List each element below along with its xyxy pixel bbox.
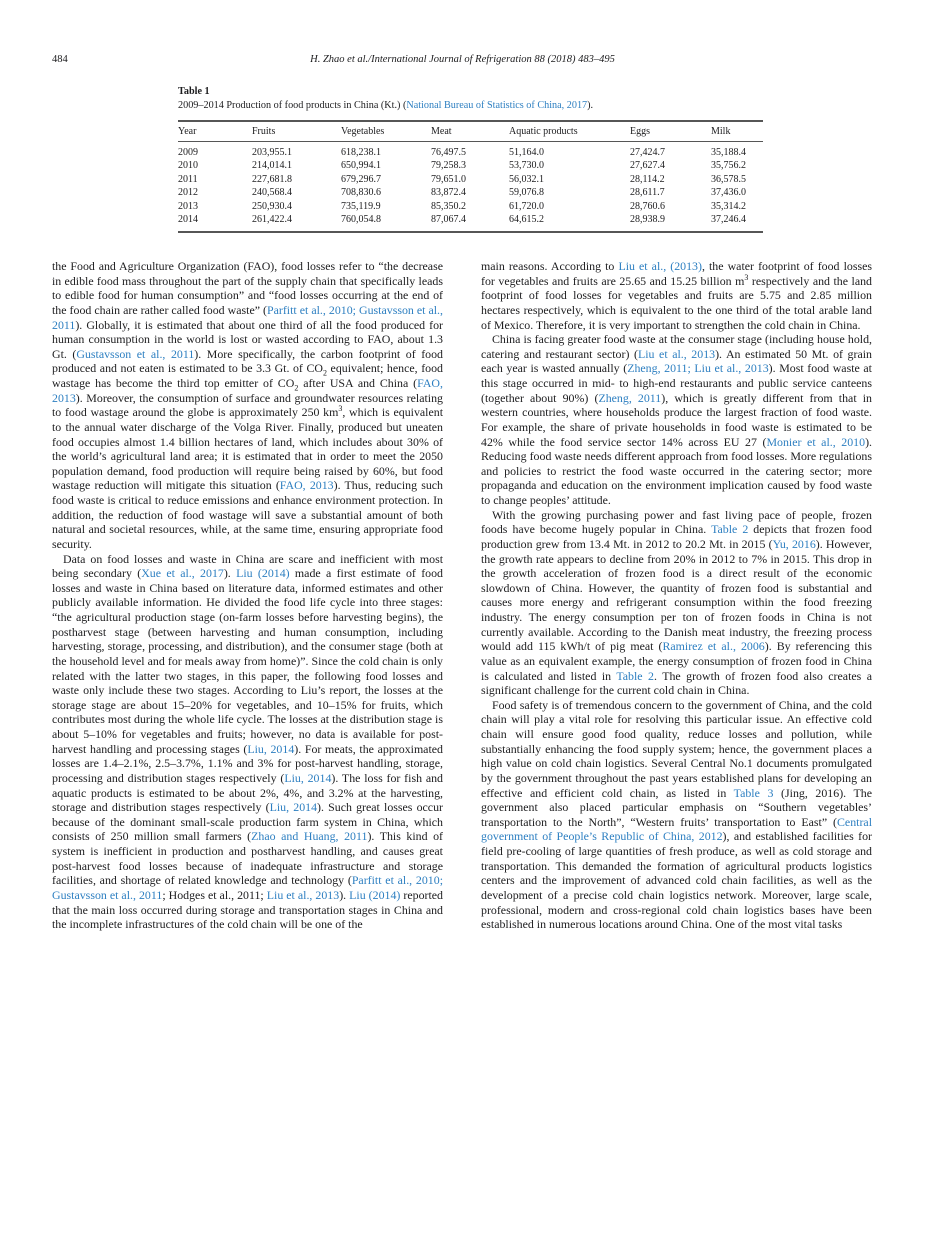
- citation-link[interactable]: Zhao and Huang, 2011: [251, 829, 368, 844]
- table1-header-row: [178, 121, 763, 142]
- text-run: 2009–2014 Production of food products in China (Kt.) (: [178, 100, 407, 111]
- table-cell: 618,238.1: [341, 147, 381, 158]
- column-header: Meat: [431, 121, 509, 142]
- column-header: Milk: [711, 121, 763, 142]
- text-run: , which is equivalent to the annual water discharge of the Volga River. Finally, produced but uneaten food occupies almost 1.4 billion hectares of land, which includes about 30% of the world’s agricultural land area; it is estimated that in order to meet the 2050 population demand, food production will require being raised by 60%, but food wastage reduction will mitigate this situation (: [52, 405, 444, 493]
- paragraph: [481, 259, 872, 332]
- table-cell: 79,651.0: [431, 173, 466, 185]
- table-cell: 87,067.4: [431, 214, 466, 226]
- table-row: [178, 186, 763, 199]
- table1-head: [178, 121, 763, 142]
- citation-link[interactable]: Xue et al., 2017: [141, 566, 224, 581]
- subscript: 2: [322, 368, 327, 378]
- text-run: Data on food losses and waste in China are scare and inefficient with most being secondary (: [52, 551, 443, 581]
- citation-link[interactable]: Liu, 2014: [269, 800, 318, 815]
- table-cell: 27,627.4: [630, 160, 665, 172]
- citation-link[interactable]: Liu (2014): [236, 566, 290, 581]
- citation-link[interactable]: FAO, 2013: [279, 478, 334, 493]
- table-row: [178, 200, 763, 213]
- table1-label: Table 1: [178, 86, 210, 97]
- running-head: H. Zhao et al./International Journal of Refrigeration 88 (2018) 483–495: [310, 54, 615, 65]
- table-cell: 214,014.1: [252, 160, 292, 172]
- citation-link[interactable]: Parfitt et al., 2010; Gustavsson et al., 2011: [52, 873, 443, 902]
- text-run: the Food and Agriculture Organization (FAO), food losses refer to “the decrease in edible food mass throughout the part of the supply chain that specifically leads to edible food for human consumption” and “food losses occurring at the end of the food chain are rather called food waste” (: [52, 259, 443, 317]
- paragraph: [481, 508, 872, 698]
- text-run: ). The loss for fish and aquatic products is estimated to be about 2%, 4%, and 3.2% at the harvesting, storage and distribution stages respectively (: [52, 770, 443, 815]
- citation-link[interactable]: Gustavsson et al., 2011: [76, 346, 195, 361]
- table-cell: 35,756.2: [711, 160, 746, 172]
- text-run: ).: [223, 566, 237, 581]
- table-cell: 85,350.2: [431, 200, 466, 212]
- citation-link[interactable]: FAO, 2013: [52, 376, 443, 405]
- text-run: ). Reducing food waste needs different approach from food losses. More regulations and policies to restrict the food waste occurred in the catering sector; more propaganda and education on the environment implication caused by food waste to change peoples’ attitude.: [481, 434, 872, 507]
- table-cell: 37,246.4: [711, 214, 746, 226]
- table-cell: 56,032.1: [509, 173, 544, 185]
- text-run: ), and established facilities for field pre-cooling of large quantities of fresh produce, as well as cold storage and transportation. This demanded the formation of agricultural products logistics centers and the improvement of advanced cold chain facilities, as well as the development of a precise cold chain logistics network. Moreover, large scale, professional, modern and cross-regional cold chain logistics bases have been established in numerous locations around China. One of the most vital tasks: [481, 829, 872, 932]
- table-cell: 59,076.8: [509, 187, 544, 199]
- table-cell: 250,930.4: [252, 200, 292, 212]
- subscript: 2: [294, 383, 299, 393]
- table-row: [178, 142, 763, 160]
- table-cell: 650,994.1: [341, 160, 381, 172]
- table1-body: [178, 142, 763, 233]
- table-cell: 51,164.0: [509, 147, 544, 158]
- citation-link[interactable]: Parfitt et al., 2010; Gustavsson et al., 2011: [52, 302, 443, 332]
- text-run: ). Globally, it is estimated that about one third of all the food produced for human consumption in the world is lost or wasted according to FAO, about 1.3 Gt. (: [52, 317, 443, 361]
- citation-link[interactable]: Liu (2014): [349, 887, 401, 902]
- table1-block: [178, 85, 746, 233]
- table-cell: 35,188.4: [711, 147, 746, 158]
- table-cell: 2012: [178, 187, 198, 199]
- text-run: ).: [339, 887, 350, 902]
- paragraph: [481, 698, 872, 932]
- page-number: 484: [52, 54, 68, 65]
- table-cell: 28,611.7: [630, 187, 665, 199]
- citation-link[interactable]: Table 2: [711, 522, 749, 537]
- table-cell: 76,497.5: [431, 147, 466, 158]
- text-run: after USA and China (: [298, 376, 418, 390]
- table-cell: 36,578.5: [711, 173, 746, 185]
- text-run: Food safety is of tremendous concern to the government of China, and the cold chain will play a vital role for resolving this particular issue. An effective cold chain will ensure good food quality, reduce losses and pollution, while substantially enhancing the food supply system; hence, the government places a high value on cold chain logistics. Several Central No.1 documents promulgated by the government throughout the past years established plans for developing an effective and efficient cold chain, as listed in: [481, 697, 872, 800]
- table-cell: 2014: [178, 214, 198, 226]
- citation-link[interactable]: National Bureau of Statistics of China, 2017: [406, 100, 588, 111]
- table1-caption: [178, 99, 735, 112]
- citation-link[interactable]: Table 3: [733, 785, 774, 800]
- text-run: ). For meats, the approximated losses are 1.4–2.1%, 2.5–3.7%, 1.1% and 3% for post-harvest handling, storage, processing and distribution stages respectively (: [52, 741, 443, 785]
- table-cell: 79,258.3: [431, 160, 466, 172]
- text-run: ).: [587, 100, 594, 111]
- table-cell: 27,424.7: [630, 147, 665, 158]
- table-cell: 203,955.1: [252, 147, 292, 158]
- text-run: ). More specifically, the carbon footprint of food produced and not eaten is estimated to be 3.3 Gt. of CO: [52, 346, 443, 376]
- text-run: ), which is greatly different from that in western countries, where households produce the largest fraction of food waste. For example, the share of private households in food waste is estimated to be 42% while the food service sector 14% across EU 27 (: [481, 390, 873, 449]
- paragraph: [481, 332, 872, 508]
- citation-link[interactable]: Liu et al., 2013: [266, 887, 340, 902]
- text-run: depicts that frozen food production grew from 13.4 Mt. in 2012 to 20.2 Mt. in 2015 (: [481, 522, 873, 551]
- text-run: (Jing, 2016). The government also placed particular emphasis on “Southern vegetables’ transportation to the North”, “Western fruits’ transportation to East” (: [481, 785, 873, 829]
- text-run: ). Most food waste at this stage occurred in mid- to high-end restaurants and public service canteens (together about 90%) (: [481, 361, 872, 405]
- citation-link[interactable]: Monier et al., 2010: [766, 434, 866, 449]
- text-run: ). Moreover, the consumption of surface and groundwater resources relating to food wastage around the globe is approximately 250 km: [52, 390, 443, 420]
- table-cell: 2009: [178, 147, 198, 158]
- citation-link[interactable]: Liu et al., 2013: [637, 346, 716, 361]
- table-cell: 227,681.8: [252, 173, 292, 185]
- text-run: ). However, the growth rate appears to decline from 20% in 2012 to 7% in 2015. This drop in the growth acceleration of frozen food is a direct result of the economic slowdown of China. However, the quantity of frozen food is substantial and causes more energy and refrigerant consumption within the food freezing industry. The energy consumption per ton of frozen foods in China is not currently available. According to the Danish meat industry, the freezing process would add 115 kWh/t of pig meat (: [481, 536, 872, 654]
- text-run: ). Thus, reducing such food waste is critical to reduce emissions and enhance environment protection. In addition, the reduction of food wastage will save a substantial amount of both natural and societal resources, while, at the same time, ensuring appropriate food security.: [52, 478, 443, 551]
- table-cell: 28,760.6: [630, 200, 665, 212]
- text-run: ). Such great losses occur because of the dominant small-scale production farm system in China, which consists of 250 million small farmers (: [52, 800, 443, 844]
- text-run: China is facing greater food waste at the consumer stage (including house hold, catering and restaurant sector) (: [481, 332, 872, 361]
- table-cell: 261,422.4: [252, 214, 292, 226]
- table-cell: 708,830.6: [341, 187, 381, 199]
- text-run: reported that the main loss occurred during storage and transportation stages in China and the incomplete infrastructures of the cold chain will be one of the: [52, 887, 443, 932]
- table-cell: 735,119.9: [341, 200, 381, 212]
- table-cell: 28,114.2: [630, 173, 665, 185]
- text-run: ). This kind of system is inefficient in production and postharvest handling, and causes great post-harvest food losses because of inadequate infrastructure and storage facilities, and shortage of related knowledge and technology (: [52, 829, 444, 888]
- citation-link[interactable]: Liu et al., (2013): [618, 259, 702, 273]
- citation-link[interactable]: Central government of People’s Republic of China, 2012: [481, 814, 872, 844]
- left-column: [52, 259, 443, 932]
- table-cell: 61,720.0: [509, 200, 544, 212]
- table-row: [178, 159, 763, 172]
- text-run: equivalent; hence, food wastage has become the third top emitter of CO: [52, 361, 443, 390]
- superscript: 3: [338, 404, 343, 414]
- citation-link[interactable]: Liu, 2014: [247, 741, 295, 756]
- table-cell: 64,615.2: [509, 214, 544, 226]
- paragraph: [52, 552, 443, 932]
- table-cell: 760,054.8: [341, 214, 381, 226]
- table-cell: 53,730.0: [509, 160, 544, 172]
- citation-link[interactable]: Liu, 2014: [284, 770, 332, 785]
- table-cell: 679,296.7: [341, 173, 381, 185]
- text-run: ; Hodges et al., 2011;: [162, 887, 267, 902]
- column-header: Year: [178, 121, 252, 142]
- table-cell: 83,872.4: [431, 187, 466, 199]
- citation-link[interactable]: Yu, 2016: [772, 536, 816, 551]
- text-run: ). By referencing this value as an equivalent example, the energy consumption of frozen food in China is calculated and listed in: [481, 639, 872, 683]
- table-row: [178, 213, 763, 232]
- column-header: Vegetables: [341, 121, 431, 142]
- text-run: respectively and the land footprint of food losses for vegetables and fruits are 5.75 and 2.85 million hectares respectively, which is equivalent to the one third of the total arable land of Mexico. Therefore, it is very important to strengthen the cold chain in China.: [481, 273, 872, 332]
- table-cell: 2011: [178, 173, 198, 185]
- table-row: [178, 173, 763, 186]
- table-cell: 240,568.4: [252, 187, 292, 199]
- text-run: main reasons. According to: [481, 259, 619, 273]
- body-columns: [52, 259, 872, 932]
- column-header: Aquatic products: [509, 121, 630, 142]
- table-cell: 2013: [178, 200, 198, 212]
- citation-link[interactable]: Zheng, 2011: [598, 390, 662, 405]
- table-cell: 2010: [178, 160, 198, 172]
- text-run: , the water footprint of food losses for vegetables and fruits are 25.65 and 15.25 billion m: [481, 259, 872, 288]
- text-run: . The growth of frozen food also creates a significant challenge for the current cold chain in China.: [481, 668, 873, 698]
- table-cell: 28,938.9: [630, 214, 665, 226]
- paragraph: [52, 259, 443, 552]
- text-run: ). An estimated 50 Mt. of grain each year is wasted annually (: [481, 346, 872, 376]
- citation-link[interactable]: Zheng, 2011; Liu et al., 2013: [627, 361, 769, 376]
- production-table: [178, 120, 763, 233]
- column-header: Fruits: [252, 121, 341, 142]
- text-run: With the growing purchasing power and fast living pace of people, frozen foods have become hugely popular in China.: [481, 507, 872, 537]
- citation-link[interactable]: Ramirez et al., 2006: [662, 639, 765, 654]
- column-header: Eggs: [630, 121, 711, 142]
- table-cell: 35,314.2: [711, 200, 746, 212]
- right-column: [481, 259, 872, 932]
- citation-link[interactable]: Table 2: [616, 668, 654, 683]
- text-run: made a first estimate of food losses and waste in China based on literature data, informed estimates and other publicly available information. He divided the food life cycle into three stages: “the agricultural production stage (on-farm losses before harvesting begins), the postharvest stage (between harvesting and human consumption, including harvesting, storage, processing, and distribution), and the consumer stage (both at the household level and for meals away from home)”. Since the cold chain is only related with the latter two stages, in this paper, the following food losses and waste only include these two stages. According to Liu’s report, the losses at the storage stage are about 15–20% for vegetables, and 10–15% for fruits, which contributes most during the whole life cycle. The losses at the distribution stage is about 5–10% for vegetables and fruits; however, no data is available for post-harvest handling and processing stages (: [52, 566, 443, 756]
- table-cell: 37,436.0: [711, 187, 746, 199]
- superscript: 3: [744, 272, 749, 282]
